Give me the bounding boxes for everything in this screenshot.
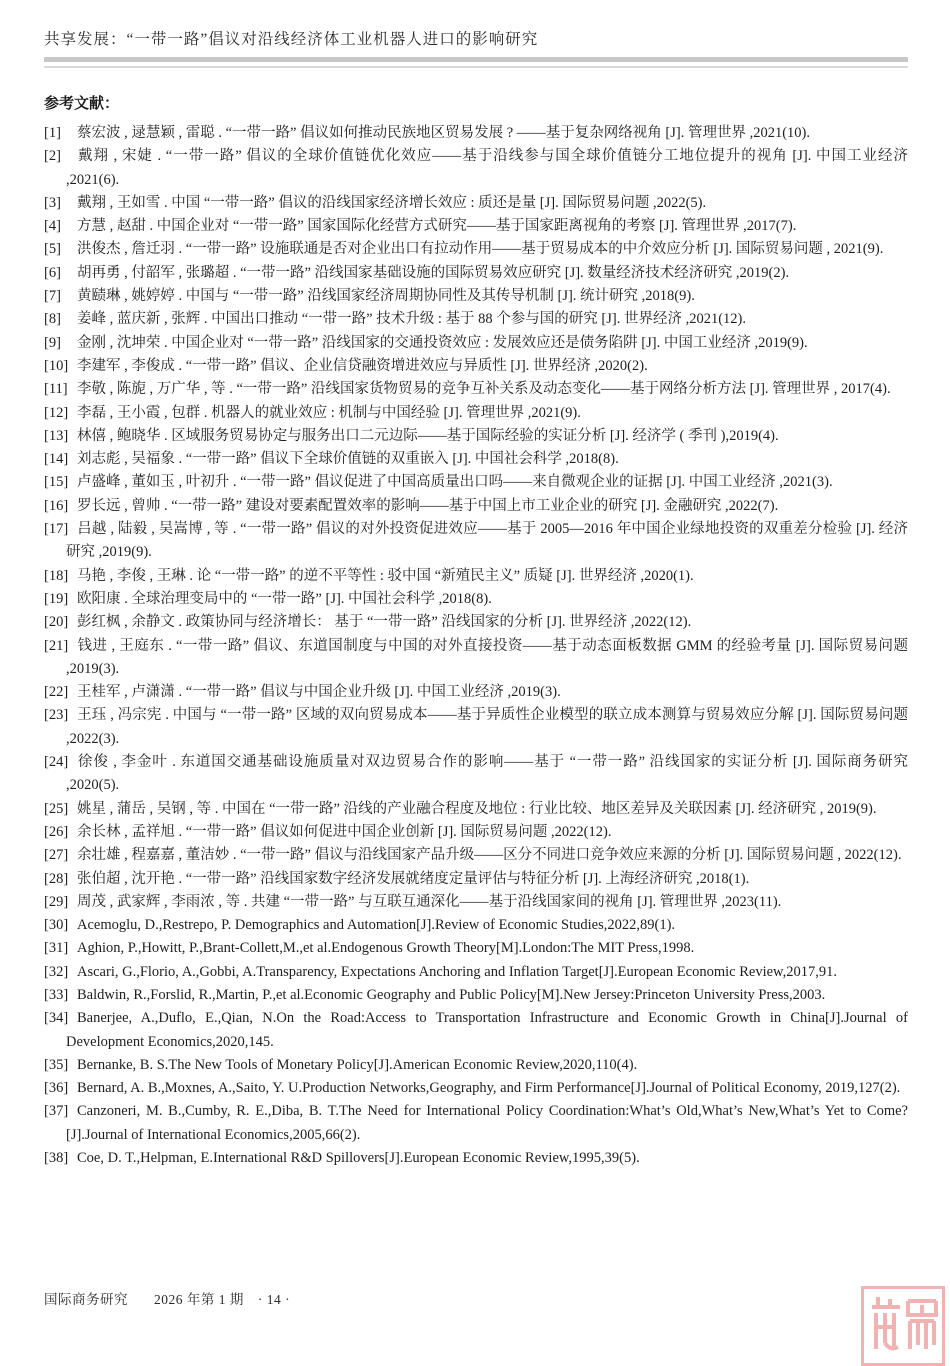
reference-number: [17] (44, 521, 69, 538)
reference-text: 吕越 , 陆毅 , 吴嵩博 , 等 . “一带一路” 倡议的对外投资促进效应——基于 2005—2016 年中国企业绿地投资的双重差分检验 [J]. 经济研究 ,2019(9). (66, 521, 908, 561)
reference-text: Coe, D. T.,Helpman, E.International R&D Spillovers[J].European Economic Review,1995,39(5). (77, 1150, 640, 1167)
references-list (44, 122, 908, 1170)
reference-number: [38] (44, 1150, 69, 1167)
reference-text: 钱进 , 王庭东 . “一带一路” 倡议、东道国制度与中国的对外直接投资——基于动态面板数据 GMM 的经验考量 [J]. 国际贸易问题 ,2019(3). (66, 637, 908, 677)
reference-text: 戴翔 , 宋婕 . “一带一路” 倡议的全球价值链优化效应——基于沿线参与国全球价值链分工地位提升的视角 [J]. 中国工业经济 ,2021(6). (66, 148, 908, 188)
reference-item (44, 937, 908, 960)
reference-text: 卢盛峰 , 董如玉 , 叶初升 . “一带一路” 倡议促进了中国高质量出口吗——来自微观企业的证据 [J]. 中国工业经济 ,2021(3). (77, 474, 833, 491)
reference-item (44, 355, 908, 378)
reference-number: [27] (44, 847, 69, 864)
reference-item (44, 471, 908, 494)
reference-text: 金刚 , 沈坤荣 . 中国企业对 “一带一路” 沿线国家的交通投资效应 : 发展效应还是债务陷阱 [J]. 中国工业经济 ,2019(9). (77, 334, 808, 351)
reference-item (44, 704, 908, 751)
reference-text: 罗长远 , 曾帅 . “一带一路” 建设对要素配置效率的影响——基于中国上市工业企业的研究 [J]. 金融研究 ,2022(7). (77, 497, 779, 514)
reference-item (44, 914, 908, 937)
reference-text: 林僖 , 鲍晓华 . 区域服务贸易协定与服务出口二元边际——基于国际经验的实证分析 [J]. 经济学 ( 季刊 ),2019(4). (77, 427, 779, 444)
running-title: 共享发展：“一带一路”倡议对沿线经济体工业机器人进口的影响研究 (44, 31, 539, 48)
reference-item (44, 285, 908, 308)
reference-number: [23] (44, 707, 69, 724)
reference-item (44, 122, 908, 145)
reference-number: [16] (44, 497, 69, 514)
reference-text: Banerjee, A.,Duflo, E.,Qian, N.On the Road:Access to Transportation Infrastructure and Economic Growth in China[J].Journal of Development Economics,2020,145. (66, 1010, 908, 1050)
reference-text: Ascari, G.,Florio, A.,Gobbi, A.Transparency, Expectations Anchoring and Inflation Target[J].European Economic Review,2017,91. (77, 963, 837, 980)
reference-number: [34] (44, 1010, 69, 1027)
reference-text: Baldwin, R.,Forslid, R.,Martin, P.,et al.Economic Geography and Public Policy[M].New Jersey:Princeton University Press,2003. (77, 986, 826, 1003)
references-heading: 参考文献： (44, 95, 120, 112)
reference-text: 胡再勇 , 付韶军 , 张璐超 . “一带一路” 沿线国家基础设施的国际贸易效应研究 [J]. 数量经济技术经济研究 ,2019(2). (77, 264, 790, 281)
page-footer (44, 1288, 290, 1308)
reference-number: [24] (44, 754, 69, 771)
page-number: · 14 · (257, 1292, 291, 1307)
reference-number: [20] (44, 614, 69, 631)
reference-text: 马艳 , 李俊 , 王琳 . 论 “一带一路” 的逆不平等性 : 驳中国 “新殖民主义” 质疑 [J]. 世界经济 ,2020(1). (77, 567, 694, 584)
reference-text: 刘志彪 , 吴福象 . “一带一路” 倡议下全球价值链的双重嵌入 [J]. 中国社会科学 ,2018(8). (77, 451, 619, 468)
reference-text: 方慧 , 赵甜 . 中国企业对 “一带一路” 国家国际化经营方式研究——基于国家距离视角的考察 [J]. 管理世界 ,2017(7). (77, 218, 797, 235)
reference-text: Bernard, A. B.,Moxnes, A.,Saito, Y. U.Production Networks,Geography, and Firm Performance[J].Journal of Political Economy, 2019,127(2). (77, 1080, 901, 1097)
reference-number: [29] (44, 893, 69, 910)
reference-number: [9] (44, 334, 61, 351)
reference-text: 欧阳康 . 全球治理变局中的 “一带一路” [J]. 中国社会科学 ,2018(8). (77, 590, 492, 607)
reference-item (44, 891, 908, 914)
reference-item (44, 868, 908, 891)
reference-text: 周茂 , 武家辉 , 李雨浓 , 等 . 共建 “一带一路” 与互联互通深化——基于沿线国家间的视角 [J]. 管理世界 ,2023(11). (77, 893, 782, 910)
reference-number: [3] (44, 194, 61, 211)
reference-number: [12] (44, 404, 69, 421)
reference-item (44, 425, 908, 448)
reference-text: 李建军 , 李俊成 . “一带一路” 倡议、企业信贷融资增进效应与异质性 [J]. 世界经济 ,2020(2). (77, 357, 648, 374)
reference-text: 洪俊杰 , 詹迁羽 . “一带一路” 设施联通是否对企业出口有拉动作用——基于贸易成本的中介效应分析 [J]. 国际贸易问题 , 2021(9). (77, 241, 884, 258)
header-rule-thick (44, 57, 908, 62)
reference-number: [30] (44, 917, 69, 934)
reference-number: [5] (44, 241, 61, 258)
reference-text: Aghion, P.,Howitt, P.,Brant-Collett,M.,et al.Endogenous Growth Theory[M].London:The MIT Press,1998. (77, 940, 695, 957)
reference-item (44, 565, 908, 588)
reference-number: [19] (44, 590, 69, 607)
journal-issue: 2026 年第 1 期 (154, 1292, 244, 1307)
reference-item (44, 751, 908, 798)
reference-text: 余壮雄 , 程嘉嘉 , 董洁妙 . “一带一路” 倡议与沿线国家产品升级——区分不同进口竞争效应来源的分析 [J]. 国际贸易问题 , 2022(12). (77, 847, 902, 864)
reference-item (44, 588, 908, 611)
reference-text: 徐俊 , 李金叶 . 东道国交通基础设施质量对双边贸易合作的影响——基于 “一带一路” 沿线国家的实证分析 [J]. 国际商务研究 ,2020(5). (66, 754, 908, 794)
reference-number: [25] (44, 800, 69, 817)
reference-text: 蔡宏波 , 逯慧颖 , 雷聪 . “一带一路” 倡议如何推动民族地区贸易发展 ? ——基于复杂网络视角 [J]. 管理世界 ,2021(10). (77, 125, 811, 141)
seal-glyphs-icon (868, 1293, 938, 1359)
reference-text: 戴翔 , 王如雪 . 中国 “一带一路” 倡议的沿线国家经济增长效应 : 质还是量 [J]. 国际贸易问题 ,2022(5). (77, 194, 707, 211)
reference-text: 黄赜琳 , 姚婷婷 . 中国与 “一带一路” 沿线国家经济周期协同性及其传导机制 [J]. 统计研究 ,2018(9). (77, 288, 695, 305)
reference-item (44, 961, 908, 984)
reference-item (44, 681, 908, 704)
reference-number: [37] (44, 1103, 69, 1120)
reference-item (44, 1007, 908, 1054)
reference-text: 余长林 , 孟祥旭 . “一带一路” 倡议如何促进中国企业创新 [J]. 国际贸易问题 ,2022(12). (77, 823, 612, 840)
reference-item (44, 448, 908, 471)
reference-number: [2] (44, 148, 61, 165)
reference-text: 李敬 , 陈旎 , 万广华 , 等 . “一带一路” 沿线国家货物贸易的竞争互补关系及动态变化——基于网络分析方法 [J]. 管理世界 , 2017(4). (77, 381, 891, 398)
reference-text: 姚星 , 蒲岳 , 吴钢 , 等 . 中国在 “一带一路” 沿线的产业融合程度及地位 : 行业比较、地区差异及关联因素 [J]. 经济研究 , 2019(9). (77, 800, 877, 817)
reference-number: [6] (44, 264, 61, 281)
reference-text: 王桂军 , 卢潇潇 . “一带一路” 倡议与中国企业升级 [J]. 中国工业经济 ,2019(3). (77, 684, 561, 701)
reference-number: [35] (44, 1056, 69, 1073)
reference-text: 王珏 , 冯宗宪 . 中国与 “一带一路” 区域的双向贸易成本——基于异质性企业模型的联立成本测算与贸易效应分解 [J]. 国际贸易问题 ,2022(3). (66, 707, 908, 747)
reference-number: [31] (44, 940, 69, 957)
reference-number: [18] (44, 567, 69, 584)
reference-item (44, 635, 908, 682)
reference-text: Canzoneri, M. B.,Cumby, R. E.,Diba, B. T.The Need for International Policy Coordination:What’s Old,What’s New,What’s Yet to Come?[J].Journal of International Economics,2005,66(2). (66, 1103, 908, 1143)
reference-item (44, 192, 908, 215)
reference-item (44, 1077, 908, 1100)
reference-number: [36] (44, 1080, 69, 1097)
reference-number: [11] (44, 381, 68, 398)
reference-number: [32] (44, 963, 69, 980)
reference-item (44, 798, 908, 821)
reference-item (44, 332, 908, 355)
reference-item (44, 611, 908, 634)
reference-item (44, 378, 908, 401)
reference-number: [14] (44, 451, 69, 468)
reference-number: [22] (44, 684, 69, 701)
reference-item (44, 1054, 908, 1077)
reference-number: [7] (44, 288, 61, 305)
reference-number: [4] (44, 218, 61, 235)
reference-item (44, 518, 908, 565)
reference-number: [33] (44, 986, 69, 1003)
reference-text: 姜峰 , 蓝庆新 , 张辉 . 中国出口推动 “一带一路” 技术升级 : 基于 88 个参与国的研究 [J]. 世界经济 ,2021(12). (77, 311, 746, 328)
reference-text: 李磊 , 王小霞 , 包群 . 机器人的就业效应 : 机制与中国经验 [J]. 管理世界 ,2021(9). (77, 404, 581, 421)
reference-item (44, 215, 908, 238)
reference-item (44, 262, 908, 285)
reference-number: [15] (44, 474, 69, 491)
reference-item (44, 145, 908, 192)
reference-item (44, 402, 908, 425)
reference-text: Acemoglu, D.,Restrepo, P. Demographics and Automation[J].Review of Economic Studies,2022,89(1). (77, 917, 676, 934)
reference-number: [26] (44, 823, 69, 840)
reference-item (44, 821, 908, 844)
reference-text: Bernanke, B. S.The New Tools of Monetary Policy[J].American Economic Review,2020,110(4). (77, 1056, 638, 1073)
reference-text: 彭红枫 , 余静文 . 政策协同与经济增长： 基于 “一带一路” 沿线国家的分析 [J]. 世界经济 ,2022(12). (77, 614, 692, 631)
reference-number: [28] (44, 870, 69, 887)
reference-number: [8] (44, 311, 61, 328)
red-seal-stamp (861, 1286, 945, 1366)
reference-number: [1] (44, 125, 61, 141)
reference-item (44, 1147, 908, 1170)
journal-name: 国际商务研究 (44, 1292, 128, 1307)
reference-number: [13] (44, 427, 69, 444)
reference-item (44, 1100, 908, 1147)
header-rule-thin (44, 66, 908, 68)
reference-item (44, 984, 908, 1007)
reference-item (44, 308, 908, 331)
reference-number: [21] (44, 637, 69, 654)
reference-text: 张伯超 , 沈开艳 . “一带一路” 沿线国家数字经济发展就绪度定量评估与特征分析 [J]. 上海经济研究 ,2018(1). (77, 870, 750, 887)
reference-item (44, 238, 908, 261)
reference-item (44, 495, 908, 518)
reference-number: [10] (44, 357, 69, 374)
reference-item (44, 844, 908, 867)
